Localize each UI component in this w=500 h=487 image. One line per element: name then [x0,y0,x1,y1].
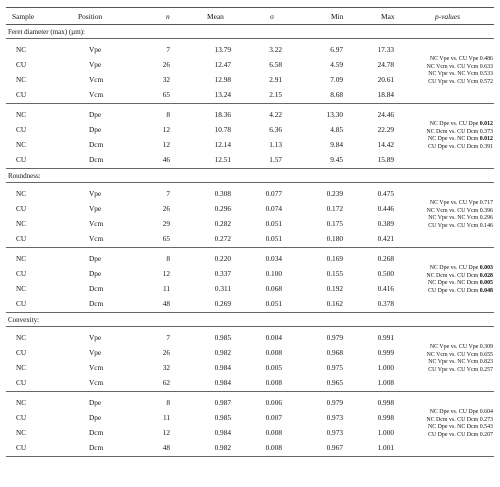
cell-sigma: 0.008 [265,443,282,452]
cell-position: Dpe [89,413,102,422]
cell-sample: NC [16,75,27,84]
pvalue-line [401,265,493,273]
pvalue-line [401,432,493,440]
cell-sigma: 0.051 [265,234,282,243]
pvalue-value: 0.309 [479,344,493,350]
cell-max: 0.991 [377,333,394,342]
cell-sample: NC [16,333,27,342]
cell-n: 8 [166,254,170,263]
cell-mean: 0.987 [214,398,231,407]
cell-sigma: 0.004 [265,333,282,342]
cell-sample: NC [16,110,27,119]
header-n: n [166,12,170,21]
pvalue-line [401,273,493,281]
cell-min: 0.973 [326,413,343,422]
cell-sigma: 0.005 [265,363,282,372]
pvalue-comparison: NC Vcm vs. CU Vcm [426,351,480,358]
pvalue-line [401,344,493,352]
cell-mean: 0.337 [214,269,231,278]
pvalue-line [401,215,493,223]
cell-min: 9.84 [330,140,343,149]
header-mean: Mean [207,12,224,21]
section-title-text: Roundness: [8,172,41,180]
cell-max: 0.998 [377,413,394,422]
cell-sample: CU [16,443,27,452]
cell-mean: 12.98 [214,75,231,84]
cell-position: Vcm [89,363,104,372]
cell-mean: 0.985 [214,413,231,422]
cell-sample: CU [16,234,27,243]
table-header [6,7,494,25]
cell-position: Vpe [89,204,102,213]
pvalue-value: 0.572 [479,78,493,85]
pvalue-value: 0.533 [479,71,493,78]
cell-sigma: 0.068 [265,284,282,293]
pvalue-comparison: NC Dpe vs. CU Dpe [429,409,480,415]
cell-n: 8 [166,398,170,407]
pvalue-value: 0.146 [479,222,493,229]
header-sample: Sample [12,12,35,21]
pvalue-comparison: NC Vpe vs. NC Vcm [428,71,480,78]
table-row [6,439,494,454]
cell-min: 0.968 [326,348,343,357]
cell-sigma: 0.051 [265,219,282,228]
pvalue-comparison: NC Vpe vs. NC Vcm [428,215,480,222]
pvalue-comparison: NC Dcm vs. CU Dcm [426,272,480,279]
cell-sample: NC [16,428,27,437]
pvalue-comparison: NC Vpe vs. NC Vcm [428,359,480,366]
pvalue-comparison: NC Dpe vs. NC Dcm [428,280,480,287]
pvalue-value: 0.823 [479,359,493,366]
pvalues-block [401,409,493,439]
cell-max: 0.416 [377,284,394,293]
cell-sample: CU [16,348,27,357]
pvalue-line [401,144,493,152]
section-title [6,25,494,39]
section-title-text: Convexity: [8,316,40,324]
cell-max: 1.000 [377,428,394,437]
cell-sigma: 3.22 [269,45,282,54]
pvalue-comparison: CU Dpe vs. CU Dcm [428,143,480,150]
pvalue-line [401,208,493,216]
cell-sample: CU [16,155,27,164]
cell-mean: 0.982 [214,443,231,452]
cell-n: 12 [162,125,170,134]
cell-sigma: 0.008 [265,428,282,437]
cell-min: 0.169 [326,254,343,263]
pvalues-block [401,121,493,151]
cell-position: Vcm [89,219,104,228]
pvalue-line [401,367,493,375]
cell-sample: NC [16,140,27,149]
cell-sample: CU [16,90,27,99]
cell-mean: 13.24 [214,90,231,99]
table-row [6,250,494,265]
pvalue-value: 0.633 [479,63,493,70]
row-group [6,327,494,392]
cell-sigma: 0.006 [265,398,282,407]
cell-n: 26 [162,204,170,213]
pvalue-value: 0.257 [479,366,493,373]
pvalue-value: 0.486 [479,56,493,62]
cell-min: 0.967 [326,443,343,452]
cell-n: 7 [166,333,170,342]
cell-min: 0.172 [326,204,343,213]
pvalue-line [401,129,493,137]
row-group [6,39,494,104]
cell-n: 11 [162,413,170,422]
pvalue-comparison: NC Dcm vs. CU Dcm [426,128,480,135]
cell-sigma: 0.034 [265,254,282,263]
cell-sigma: 0.007 [265,413,282,422]
cell-max: 20.61 [377,75,394,84]
cell-mean: 0.985 [214,333,231,342]
section-title-text: Feret diameter (max) (µm): [8,28,85,36]
cell-position: Vpe [89,189,102,198]
section-title [6,169,494,183]
cell-sample: NC [16,45,27,54]
cell-n: 48 [162,299,170,308]
pvalue-value: 0.717 [479,200,493,206]
cell-min: 0.239 [326,189,343,198]
pvalue-comparison: NC Dcm vs. CU Dcm [426,416,480,423]
cell-mean: 0.984 [214,428,231,437]
pvalues-block [401,56,493,86]
cell-position: Dpe [89,254,102,263]
header-max: Max [381,12,395,21]
cell-position: Dpe [89,269,102,278]
cell-position: Dcm [89,428,104,437]
table-row [6,86,494,101]
pvalue-value: 0.373 [479,128,493,135]
cell-sample: NC [16,254,27,263]
cell-sigma: 0.074 [265,204,282,213]
cell-n: 26 [162,348,170,357]
pvalue-line [401,417,493,425]
header-sigma: σ [270,12,274,21]
table-row [6,394,494,409]
cell-sigma: 1.57 [269,155,282,164]
pvalue-line [401,223,493,231]
cell-position: Vpe [89,348,102,357]
table-row [6,295,494,310]
cell-min: 0.965 [326,378,343,387]
pvalues-block [401,344,493,374]
table-row [6,41,494,56]
cell-n: 62 [162,378,170,387]
cell-mean: 10.78 [214,125,231,134]
cell-min: 13.30 [326,110,343,119]
pvalue-value: 0.391 [479,143,493,150]
cell-max: 0.389 [377,219,394,228]
cell-n: 65 [162,90,170,99]
cell-sigma: 0.008 [265,378,282,387]
cell-position: Vcm [89,90,104,99]
pvalue-comparison: NC Dpe vs. CU Dpe [429,121,480,127]
cell-position: Dcm [89,155,104,164]
pvalue-line [401,288,493,296]
pvalue-value: 0.003 [479,265,493,271]
table-row [6,151,494,166]
pvalue-value: 0.048 [479,287,493,294]
table-row [6,374,494,389]
cell-max: 0.268 [377,254,394,263]
cell-sigma: 0.100 [265,269,282,278]
cell-position: Dcm [89,299,104,308]
pvalue-line [401,359,493,367]
table-row [6,185,494,200]
cell-n: 7 [166,189,170,198]
cell-min: 6.97 [330,45,343,54]
cell-sigma: 0.051 [265,299,282,308]
pvalue-comparison: CU Vpe vs. CU Vcm [428,222,480,229]
pvalue-value: 0.655 [479,351,493,358]
cell-sigma: 2.15 [269,90,282,99]
cell-sample: NC [16,189,27,198]
cell-min: 0.975 [326,363,343,372]
cell-position: Vpe [89,45,102,54]
pvalue-line [401,352,493,360]
cell-max: 0.999 [377,348,394,357]
pvalue-line [401,79,493,87]
cell-max: 18.84 [377,90,394,99]
cell-mean: 0.984 [214,363,231,372]
cell-min: 7.09 [330,75,343,84]
cell-sample: NC [16,398,27,407]
pvalues-block [401,265,493,295]
cell-mean: 12.51 [214,155,231,164]
cell-position: Vcm [89,75,104,84]
pvalue-comparison: CU Vpe vs. CU Vcm [428,78,480,85]
cell-mean: 0.308 [214,189,231,198]
cell-position: Vcm [89,234,104,243]
cell-n: 12 [162,269,170,278]
cell-n: 8 [166,110,170,119]
pvalue-value: 0.028 [479,272,493,279]
pvalue-line [401,409,493,417]
pvalues-block [401,200,493,230]
header-pvalues: p-values [435,12,461,21]
header-min: Min [331,12,344,21]
pvalue-value: 0.296 [479,215,493,222]
cell-sample: CU [16,378,27,387]
pvalue-line [401,71,493,79]
cell-min: 9.45 [330,155,343,164]
pvalue-comparison: CU Dpe vs. CU Dcm [428,287,480,294]
pvalue-comparison: NC Vpe vs. CU Vpe [429,56,480,62]
cell-n: 32 [162,75,170,84]
pvalue-comparison: NC Dpe vs. CU Dpe [429,265,480,271]
cell-position: Vpe [89,60,102,69]
cell-mean: 0.982 [214,348,231,357]
cell-min: 8.68 [330,90,343,99]
cell-max: 14.42 [377,140,394,149]
cell-sample: NC [16,363,27,372]
cell-position: Vpe [89,333,102,342]
pvalue-comparison: NC Vpe vs. CU Vpe [429,200,480,206]
cell-n: 32 [162,363,170,372]
pvalue-line [401,56,493,64]
cell-n: 11 [162,284,170,293]
cell-position: Dcm [89,140,104,149]
cell-mean: 0.311 [214,284,231,293]
cell-n: 12 [162,140,170,149]
cell-max: 22.29 [377,125,394,134]
cell-n: 46 [162,155,170,164]
cell-min: 0.175 [326,219,343,228]
table-row [6,329,494,344]
cell-position: Dcm [89,284,104,293]
pvalue-comparison: CU Vpe vs. CU Vcm [428,366,480,373]
cell-max: 1.000 [377,363,394,372]
pvalue-comparison: NC Dpe vs. NC Dcm [428,424,480,431]
pvalue-line [401,280,493,288]
cell-min: 4.85 [330,125,343,134]
cell-max: 0.998 [377,398,394,407]
pvalue-value: 0.273 [479,416,493,423]
pvalue-comparison: CU Dpe vs. CU Dcm [428,431,480,438]
cell-position: Dpe [89,110,102,119]
cell-sample: NC [16,219,27,228]
cell-n: 65 [162,234,170,243]
pvalue-comparison: NC Dpe vs. NC Dcm [428,136,480,143]
pvalue-value: 0.012 [479,136,493,143]
cell-sigma: 6.58 [269,60,282,69]
cell-n: 48 [162,443,170,452]
pvalue-comparison: NC Vpe vs. CU Vpe [429,344,480,350]
cell-max: 17.33 [377,45,394,54]
section-title [6,313,494,327]
pvalue-value: 0.604 [479,409,493,415]
cell-sample: NC [16,284,27,293]
cell-mean: 18.36 [214,110,231,119]
cell-max: 0.446 [377,204,394,213]
cell-max: 0.500 [377,269,394,278]
pvalue-value: 0.005 [479,280,493,287]
cell-sigma: 1.13 [269,140,282,149]
row-group [6,392,494,457]
cell-min: 0.979 [326,333,343,342]
pvalue-value: 0.207 [479,431,493,438]
cell-n: 26 [162,60,170,69]
cell-sample: CU [16,60,27,69]
pvalue-value: 0.543 [479,424,493,431]
cell-min: 0.979 [326,398,343,407]
cell-n: 7 [166,45,170,54]
cell-mean: 12.14 [214,140,231,149]
pvalue-line [401,64,493,72]
cell-sigma: 0.077 [265,189,282,198]
header-position: Position [78,12,103,21]
pvalue-line [401,136,493,144]
cell-n: 29 [162,219,170,228]
row-group [6,104,494,169]
cell-position: Dcm [89,443,104,452]
cell-max: 0.475 [377,189,394,198]
cell-sigma: 6.36 [269,125,282,134]
cell-mean: 13.79 [214,45,231,54]
pvalue-line [401,424,493,432]
cell-position: Dpe [89,398,102,407]
pvalue-line [401,121,493,129]
row-group [6,183,494,248]
cell-max: 1.008 [377,378,394,387]
cell-max: 0.378 [377,299,394,308]
pvalue-comparison: NC Vcm vs. CU Vcm [426,63,480,70]
cell-sample: CU [16,269,27,278]
cell-n: 12 [162,428,170,437]
cell-max: 0.421 [377,234,394,243]
cell-mean: 0.296 [214,204,231,213]
cell-sample: CU [16,299,27,308]
cell-mean: 0.269 [214,299,231,308]
pvalue-line [401,200,493,208]
table-row [6,230,494,245]
cell-mean: 12.47 [214,60,231,69]
cell-mean: 0.984 [214,378,231,387]
statistics-table [6,7,494,457]
cell-sample: CU [16,125,27,134]
cell-max: 15.89 [377,155,394,164]
table-body [6,25,494,457]
pvalue-comparison: NC Vcm vs. CU Vcm [426,207,480,214]
cell-min: 0.192 [326,284,343,293]
cell-mean: 0.272 [214,234,231,243]
cell-min: 0.180 [326,234,343,243]
cell-position: Vcm [89,378,104,387]
cell-max: 1.001 [377,443,394,452]
cell-min: 0.162 [326,299,343,308]
cell-sigma: 0.008 [265,348,282,357]
row-group [6,248,494,313]
cell-min: 0.155 [326,269,343,278]
cell-sigma: 4.22 [269,110,282,119]
pvalue-value: 0.012 [479,121,493,127]
cell-sigma: 2.91 [269,75,282,84]
cell-mean: 0.220 [214,254,231,263]
cell-min: 0.973 [326,428,343,437]
cell-position: Dpe [89,125,102,134]
cell-mean: 0.282 [214,219,231,228]
cell-max: 24.46 [377,110,394,119]
cell-max: 24.78 [377,60,394,69]
table-row [6,106,494,121]
cell-min: 4.59 [330,60,343,69]
pvalue-value: 0.396 [479,207,493,214]
cell-sample: CU [16,204,27,213]
cell-sample: CU [16,413,27,422]
